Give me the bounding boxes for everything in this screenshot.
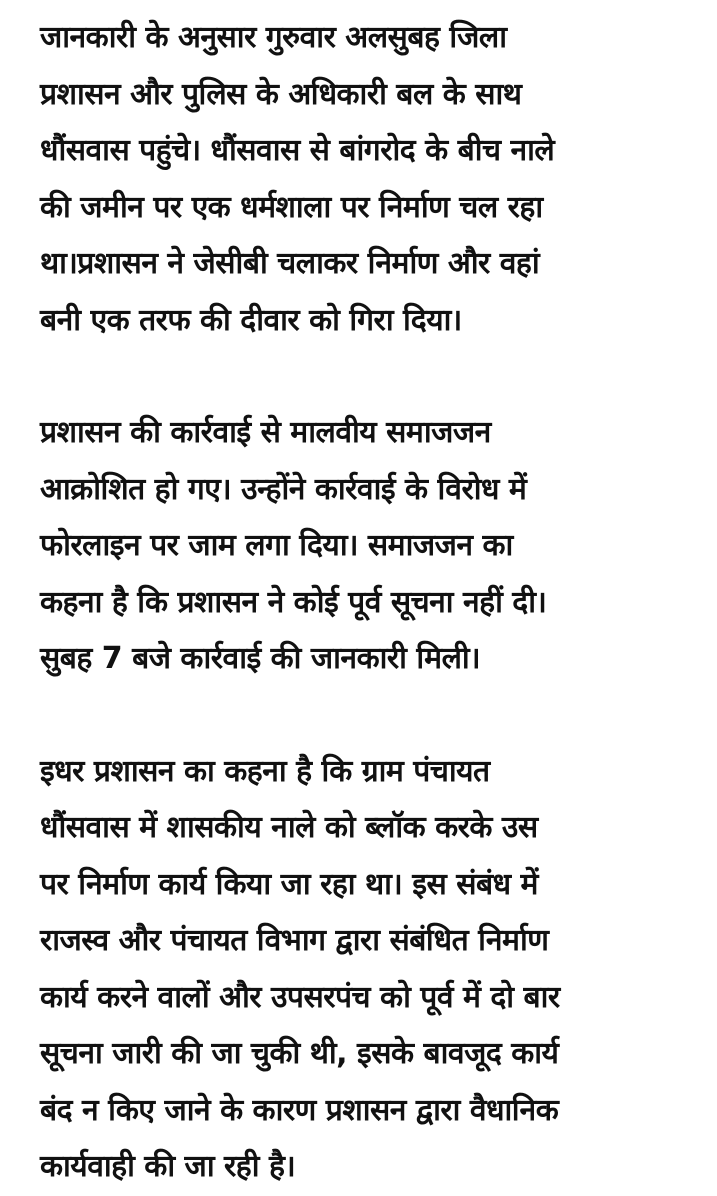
text-line: जानकारी के अनुसार गुरुवार अलसुबह जिला <box>40 20 507 55</box>
text-line: आक्रोशित हो गए। उन्होंने कार्रवाई के विरोध में <box>40 471 527 507</box>
text-line: कहना है कि प्रशासन ने कोई पूर्व सूचना नहीं दी। <box>40 584 547 620</box>
text-line: की जमीन पर एक धर्मशाला पर निर्माण चल रहा <box>40 189 543 225</box>
text-line: बंद न किए जाने के कारण प्रशासन द्वारा वैधानिक <box>40 1092 559 1128</box>
text-line: सूचना जारी की जा चुकी थी, इसके बावजूद कार्य <box>40 1036 559 1071</box>
text-line: प्रशासन और पुलिस के अधिकारी बल के साथ <box>40 76 522 112</box>
text-line: बनी एक तरफ की दीवार को गिरा दिया। <box>40 302 462 338</box>
text-line: धौंसवास में शासकीय नाले को ब्लॉक करके उस <box>40 810 538 845</box>
text-line: धौंसवास पहुंचे। धौंसवास से बांगरोद के बीच नाले <box>40 133 555 168</box>
text-line: इधर प्रशासन का कहना है कि ग्राम पंचायत <box>40 753 490 789</box>
text-line: फोरलाइन पर जाम लगा दिया। समाजजन का <box>40 528 513 563</box>
paragraph-3 <box>40 744 710 1196</box>
text-line: पर निर्माण कार्य किया जा रहा था। इस संबंध में <box>40 866 538 902</box>
text-line: राजस्व और पंचायत विभाग द्वारा संबंधित निर्माण <box>40 923 549 958</box>
text-line: सुबह 7 बजे कार्रवाई की जानकारी मिली। <box>40 641 481 676</box>
text-line: प्रशासन की कार्रवाई से मालवीय समाजजन <box>40 415 491 450</box>
text-line: था।प्रशासन ने जेसीबी चलाकर निर्माण और वहां <box>40 246 540 281</box>
paragraph-1 <box>40 10 710 349</box>
text-line: कार्यवाही की जा रही है। <box>40 1149 296 1184</box>
article-body <box>40 10 710 1196</box>
text-line: कार्य करने वालों और उपसरपंच को पूर्व में दो बार <box>40 979 560 1015</box>
paragraph-2 <box>40 405 710 688</box>
